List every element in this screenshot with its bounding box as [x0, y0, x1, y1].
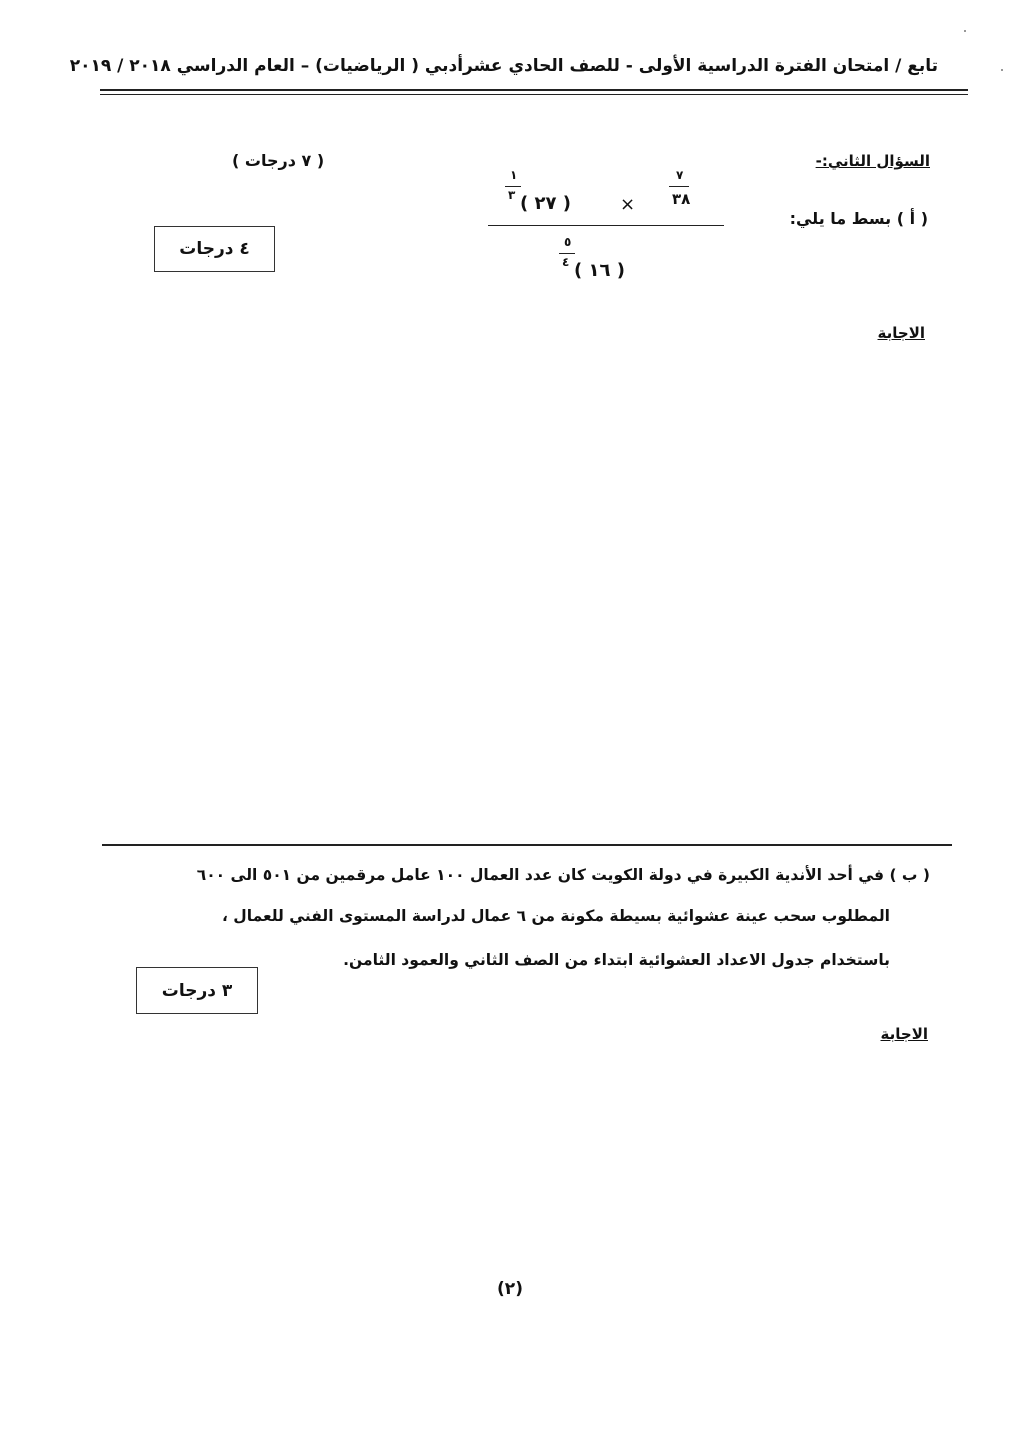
term2-fraction-bar — [669, 186, 689, 187]
exam-header-title: تابع / امتحان الفترة الدراسية الأولى - للصف الحادي عشرأدبي ( الرياضيات) – العام الدراسي ٢٠١٨ / ٢٠١٩ — [69, 56, 938, 76]
denominator-exponent-numerator: ٥ — [564, 235, 572, 249]
part-b-marks-box — [136, 967, 258, 1014]
term1-exponent-bar — [505, 186, 521, 187]
section-divider — [102, 844, 952, 846]
scan-speck — [964, 30, 966, 32]
part-a-marks-label: ٤ درجات — [179, 239, 250, 259]
scan-speck — [1001, 69, 1003, 71]
part-b-line-3: باستخدام جدول الاعداد العشوائية ابتداء من الصف الثاني والعمود الثامن. — [343, 951, 890, 969]
page-number: (٢) — [497, 1279, 523, 1299]
math-expression — [480, 160, 730, 290]
header-rule-bottom — [100, 94, 968, 95]
question-2-heading: السؤال الثاني:- — [815, 152, 930, 170]
term2-numerator: ٧ — [676, 168, 684, 182]
denominator-exponent-bar — [559, 253, 575, 254]
main-fraction-bar — [488, 225, 724, 226]
part-b-answer-label: الاجابة — [880, 1025, 928, 1043]
term2-denominator: ٣٨ — [672, 190, 691, 208]
term1-exponent-numerator: ١ — [510, 168, 518, 182]
question-2-total-marks: ( ٧ درجات ) — [232, 151, 325, 170]
part-a-marks-box — [154, 226, 275, 272]
denominator-exponent-denominator: ٤ — [562, 255, 570, 269]
denominator-base: ( ١٦ ) — [574, 260, 625, 281]
multiply-operator: × — [620, 194, 636, 215]
header-rule-top — [100, 89, 968, 91]
part-a-instruction: ( أ ) بسط ما يلي: — [789, 209, 928, 228]
part-a-answer-label: الاجابة — [877, 324, 925, 342]
term1-exponent-denominator: ٣ — [508, 188, 516, 202]
part-b-line-1: ( ب ) في أحد الأندية الكبيرة في دولة الكويت كان عدد العمال ١٠٠ عامل مرقمين من ٥٠١ الى ٦٠٠ — [196, 866, 930, 884]
term1-base: ( ٢٧ ) — [520, 193, 571, 214]
part-b-marks-label: ٣ درجات — [161, 980, 233, 1001]
part-b-line-2: المطلوب سحب عينة عشوائية بسيطة مكونة من ٦ عمال لدراسة المستوى الفني للعمال ، — [222, 907, 890, 925]
